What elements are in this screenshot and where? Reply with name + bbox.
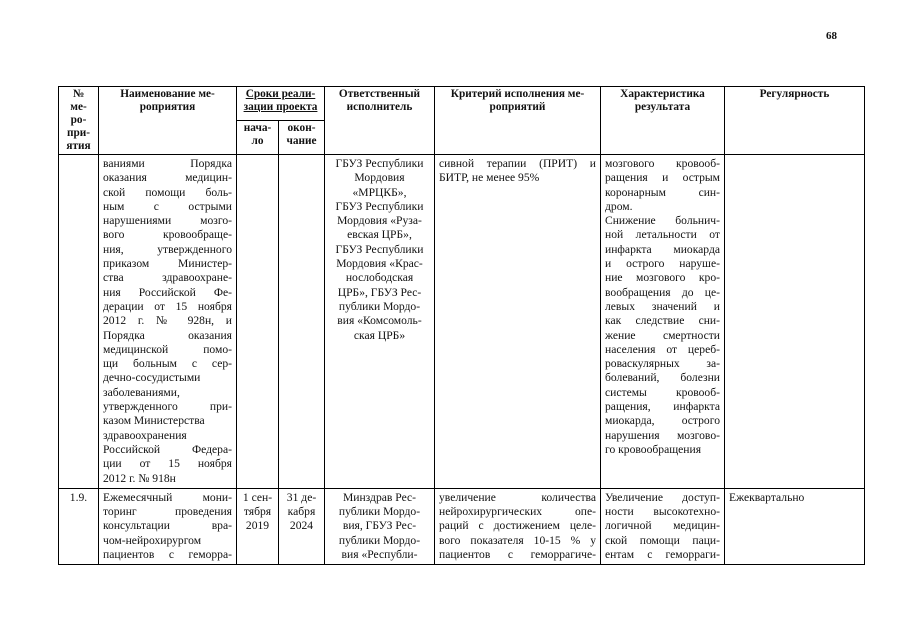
cell-start (237, 155, 279, 489)
header-number: № ме- ро- при- ятия (59, 87, 99, 155)
cell-executor: Минздрав Рес- публики Мордо- вия, ГБУЗ Рес- публики Мордо- вия «Республи- (325, 488, 435, 564)
cell-criterion: сивной терапии (ПРИТ) и БИТР, не менее 95% (435, 155, 601, 489)
cell-number: 1.9. (59, 488, 99, 564)
cell-start: 1 сен- тября 2019 (237, 488, 279, 564)
cell-end (279, 155, 325, 489)
cell-regularity (725, 155, 865, 489)
cell-result: мозгового кровооб- ращения и острым коронарным син- дром. Снижение больнич- ной летальности от инфаркта миокарда и острого наруше- ние мозгового кро- вообращения до це- левых значений и как следствие сни- жение смертности населения от цереб- роваскулярных за- болеваний, болезни системы кровооб- ращения, инфаркта миокарда, острого нарушения мозгово- го кровообращения (601, 155, 725, 489)
header-start: нача-ло (237, 121, 279, 155)
header-criterion: Критерий исполнения ме-роприятий (435, 87, 601, 155)
cell-criterion: увеличение количества нейрохирургических опе- раций с достижением целе- вого показателя 10-15 % у пациентов с геморрагиче- (435, 488, 601, 564)
header-end: окон-чание (279, 121, 325, 155)
header-result: Характеристика результата (601, 87, 725, 155)
header-name: Наименование ме-роприятия (99, 87, 237, 155)
cell-end: 31 де- кабря 2024 (279, 488, 325, 564)
table-row (59, 488, 865, 564)
header-regularity: Регулярность (725, 87, 865, 155)
page-number: 68 (826, 30, 837, 42)
cell-name: Ежемесячный мони- торинг проведения консультации вра- чом-нейрохирургом пациентов с геморра- (99, 488, 237, 564)
cell-regularity: Ежеквартально (725, 488, 865, 564)
header-executor: Ответственный исполнитель (325, 87, 435, 155)
table-row (59, 155, 865, 489)
cell-number (59, 155, 99, 489)
header-terms: Сроки реали-зации проекта (237, 87, 325, 121)
cell-result: Увеличение доступ- ности высокотехно- логичной медицин- ской помощи паци- ентам с геморраги- (601, 488, 725, 564)
cell-executor: ГБУЗ Республики Мордовия «МРЦКБ», ГБУЗ Республики Мордовия «Руза- евская ЦРБ», ГБУЗ Республики Мордовия «Крас- нослободская ЦРБ», ГБУЗ Рес- публики Мордо- вия «Комсомоль- ская ЦРБ» (325, 155, 435, 489)
measures-table (58, 86, 865, 565)
cell-name: ваниями Порядка оказания медицин- ской помощи боль- ным с острыми нарушениями мозго- вого кровообраще- ния, утвержденного приказом Министер- ства здравоохране- ния Российской Фе- дерации от 15 ноября 2012 г. № 928н, и Порядка оказания медицинской помо- щи больным с сер- дечно-сосудистыми заболеваниями, утвержденного при- казом Министерства здравоохранения Российской Федера- ции от 15 ноября 2012 г. № 918н (99, 155, 237, 489)
